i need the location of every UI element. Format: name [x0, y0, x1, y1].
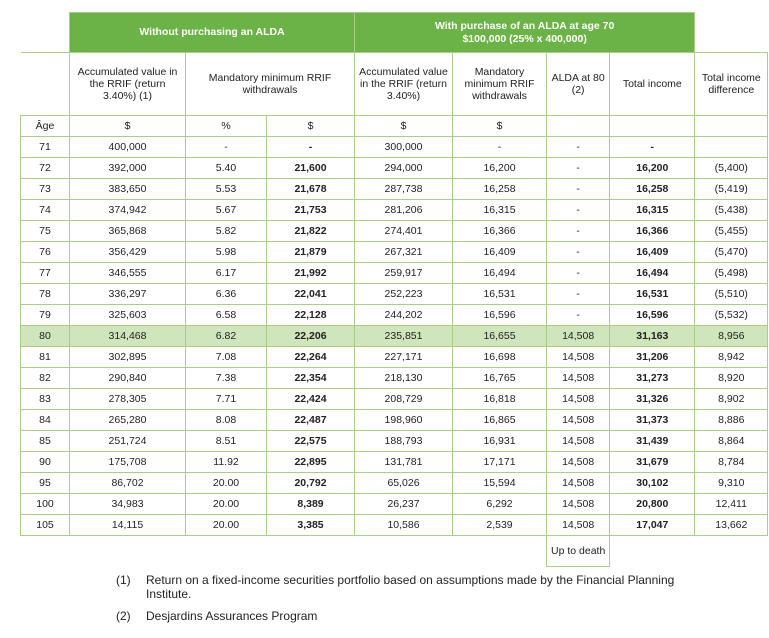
col-header-alda: ALDA at 80 (2) — [547, 53, 610, 116]
cell-total-diff: 9,310 — [695, 473, 768, 494]
table-row — [21, 158, 768, 179]
cell-withdrawal-with: 16,818 — [453, 389, 547, 410]
col-header-mand-withdrawals: Mandatory minimum RRIF withdrawals — [186, 53, 355, 116]
cell-percent: 6.17 — [186, 263, 267, 284]
cell-percent: 20.00 — [186, 494, 267, 515]
cell-withdrawal: 21,992 — [267, 263, 355, 284]
cell-age: 105 — [21, 515, 70, 536]
subheader-blank — [21, 53, 70, 116]
cell-rrif-value: 392,000 — [70, 158, 186, 179]
cell-withdrawal-with: 16,531 — [453, 284, 547, 305]
cell-rrif-value: 314,468 — [70, 326, 186, 347]
cell-age: 95 — [21, 473, 70, 494]
cell-age: 71 — [21, 137, 70, 158]
cell-total-diff: (5,419) — [695, 179, 768, 200]
cell-withdrawal-with: 16,596 — [453, 305, 547, 326]
cell-alda: 14,508 — [547, 326, 610, 347]
cell-total-income: 31,679 — [610, 452, 695, 473]
cell-alda: 14,508 — [547, 431, 610, 452]
cell-withdrawal-with: 15,594 — [453, 473, 547, 494]
cell-age: 74 — [21, 200, 70, 221]
cell-rrif-value: 251,724 — [70, 431, 186, 452]
footer-blank — [186, 536, 267, 567]
cell-rrif-value: 290,840 — [70, 368, 186, 389]
cell-total-diff: 8,864 — [695, 431, 768, 452]
cell-withdrawal: 22,041 — [267, 284, 355, 305]
cell-total-diff: 8,902 — [695, 389, 768, 410]
table-row — [21, 326, 768, 347]
cell-withdrawal: 22,487 — [267, 410, 355, 431]
cell-withdrawal: 22,354 — [267, 368, 355, 389]
table-row — [21, 431, 768, 452]
table-row — [21, 410, 768, 431]
alda-comparison-table — [20, 12, 768, 567]
cell-age: 85 — [21, 431, 70, 452]
cell-alda: - — [547, 158, 610, 179]
footer-blank — [453, 536, 547, 567]
unit-empty — [695, 116, 768, 137]
cell-age: 84 — [21, 410, 70, 431]
cell-total-diff: 8,784 — [695, 452, 768, 473]
table-footer-row — [21, 536, 768, 567]
cell-rrif-value-with: 65,026 — [355, 473, 453, 494]
cell-percent: 5.82 — [186, 221, 267, 242]
cell-alda: - — [547, 263, 610, 284]
cell-withdrawal: 8,389 — [267, 494, 355, 515]
cell-rrif-value: 14,115 — [70, 515, 186, 536]
footnote-number: (2) — [116, 609, 131, 623]
unit-dollar: $ — [267, 116, 355, 137]
cell-withdrawal-with: 17,171 — [453, 452, 547, 473]
footnote — [116, 573, 706, 601]
cell-withdrawal-with: 16,409 — [453, 242, 547, 263]
table-row — [21, 242, 768, 263]
cell-rrif-value-with: 10,586 — [355, 515, 453, 536]
cell-total-diff: 8,920 — [695, 368, 768, 389]
cell-total-income: 31,439 — [610, 431, 695, 452]
cell-rrif-value: 175,708 — [70, 452, 186, 473]
cell-rrif-value-with: 281,206 — [355, 200, 453, 221]
cell-rrif-value-with: 267,321 — [355, 242, 453, 263]
cell-total-diff: 8,956 — [695, 326, 768, 347]
cell-rrif-value-with: 252,223 — [355, 284, 453, 305]
cell-rrif-value-with: 131,781 — [355, 452, 453, 473]
cell-withdrawal: 3,385 — [267, 515, 355, 536]
cell-total-income: 16,409 — [610, 242, 695, 263]
footer-blank — [695, 536, 768, 567]
cell-age: 80 — [21, 326, 70, 347]
cell-withdrawal: 22,128 — [267, 305, 355, 326]
cell-total-diff: (5,470) — [695, 242, 768, 263]
cell-withdrawal-with: 16,865 — [453, 410, 547, 431]
cell-alda: 14,508 — [547, 473, 610, 494]
cell-percent: 6.36 — [186, 284, 267, 305]
cell-withdrawal: 21,879 — [267, 242, 355, 263]
footnote-text: Desjardins Assurances Program — [146, 609, 318, 623]
unit-percent: % — [186, 116, 267, 137]
cell-rrif-value: 356,429 — [70, 242, 186, 263]
cell-total-diff: 8,942 — [695, 347, 768, 368]
footer-blank — [355, 536, 453, 567]
cell-percent: 7.08 — [186, 347, 267, 368]
unit-dollar: $ — [453, 116, 547, 137]
cell-alda: 14,508 — [547, 515, 610, 536]
cell-percent: 5.67 — [186, 200, 267, 221]
unit-age: Âge — [21, 116, 70, 137]
cell-total-diff: 12,411 — [695, 494, 768, 515]
cell-withdrawal: 22,264 — [267, 347, 355, 368]
cell-total-diff: 8,886 — [695, 410, 768, 431]
cell-rrif-value: 383,650 — [70, 179, 186, 200]
alda-footer-note: Up to death — [547, 536, 610, 567]
cell-total-income: 30,102 — [610, 473, 695, 494]
cell-alda: 14,508 — [547, 452, 610, 473]
cell-percent: 20.00 — [186, 473, 267, 494]
group-header-with-alda — [355, 13, 695, 53]
cell-rrif-value: 34,983 — [70, 494, 186, 515]
unit-empty — [547, 116, 610, 137]
cell-age: 76 — [21, 242, 70, 263]
cell-age: 83 — [21, 389, 70, 410]
cell-withdrawal: 22,424 — [267, 389, 355, 410]
cell-rrif-value: 346,555 — [70, 263, 186, 284]
cell-withdrawal-with: 16,931 — [453, 431, 547, 452]
cell-total-income: 31,163 — [610, 326, 695, 347]
cell-rrif-value-with: 294,000 — [355, 158, 453, 179]
cell-total-diff: (5,455) — [695, 221, 768, 242]
unit-dollar: $ — [355, 116, 453, 137]
cell-total-income: 16,258 — [610, 179, 695, 200]
table-row — [21, 179, 768, 200]
cell-rrif-value-with: 198,960 — [355, 410, 453, 431]
cell-withdrawal: 21,600 — [267, 158, 355, 179]
cell-percent: - — [186, 137, 267, 158]
table-row — [21, 368, 768, 389]
table-row — [21, 494, 768, 515]
footer-blank — [610, 536, 695, 567]
cell-age: 78 — [21, 284, 70, 305]
cell-total-income: 16,200 — [610, 158, 695, 179]
cell-withdrawal-with: 16,366 — [453, 221, 547, 242]
cell-alda: 14,508 — [547, 410, 610, 431]
cell-total-income: 31,206 — [610, 347, 695, 368]
cell-percent: 5.40 — [186, 158, 267, 179]
cell-withdrawal: 20,792 — [267, 473, 355, 494]
footnotes — [116, 573, 706, 631]
cell-rrif-value: 278,305 — [70, 389, 186, 410]
group-header-with-alda-line1: With purchase of an ALDA at age 70 — [434, 19, 615, 32]
cell-alda: - — [547, 137, 610, 158]
group-header-without-alda: Without purchasing an ALDA — [70, 13, 355, 53]
cell-total-income: 16,494 — [610, 263, 695, 284]
cell-withdrawal: 22,575 — [267, 431, 355, 452]
cell-rrif-value-with: 287,738 — [355, 179, 453, 200]
cell-percent: 5.53 — [186, 179, 267, 200]
col-header-mand-withdrawals-with: Mandatory minimum RRIF withdrawals — [453, 53, 547, 116]
cell-rrif-value: 336,297 — [70, 284, 186, 305]
footnote-text: Return on a fixed-income securities portfolio based on assumptions made by the Financial Planning Institute. — [146, 573, 675, 601]
unit-dollar: $ — [70, 116, 186, 137]
cell-age: 79 — [21, 305, 70, 326]
cell-withdrawal: 22,206 — [267, 326, 355, 347]
cell-rrif-value: 325,603 — [70, 305, 186, 326]
cell-total-income: 16,531 — [610, 284, 695, 305]
cell-alda: 14,508 — [547, 347, 610, 368]
cell-total-diff — [695, 137, 768, 158]
cell-total-income: 17,047 — [610, 515, 695, 536]
cell-withdrawal-with: 6,292 — [453, 494, 547, 515]
cell-withdrawal: 21,678 — [267, 179, 355, 200]
cell-withdrawal: - — [267, 137, 355, 158]
footnote — [116, 609, 706, 623]
footer-blank — [267, 536, 355, 567]
cell-alda: 14,508 — [547, 368, 610, 389]
cell-percent: 11.92 — [186, 452, 267, 473]
table-row — [21, 515, 768, 536]
cell-alda: 14,508 — [547, 389, 610, 410]
cell-rrif-value: 400,000 — [70, 137, 186, 158]
cell-rrif-value: 86,702 — [70, 473, 186, 494]
col-header-total-diff: Total income difference — [695, 53, 768, 116]
corner-blank-right — [695, 13, 768, 53]
cell-total-income: 16,596 — [610, 305, 695, 326]
cell-age: 72 — [21, 158, 70, 179]
table-row — [21, 389, 768, 410]
cell-percent: 6.58 — [186, 305, 267, 326]
col-header-total-income: Total income — [610, 53, 695, 116]
col-header-rrif-value: Accumulated value in the RRIF (return 3.40%) (1) — [70, 53, 186, 116]
cell-rrif-value-with: 300,000 — [355, 137, 453, 158]
cell-withdrawal-with: 16,200 — [453, 158, 547, 179]
cell-age: 100 — [21, 494, 70, 515]
cell-withdrawal-with: 16,655 — [453, 326, 547, 347]
table-row — [21, 263, 768, 284]
table-row — [21, 284, 768, 305]
cell-rrif-value-with: 274,401 — [355, 221, 453, 242]
cell-alda: - — [547, 221, 610, 242]
table-row — [21, 305, 768, 326]
cell-withdrawal-with: 16,258 — [453, 179, 547, 200]
cell-rrif-value: 365,868 — [70, 221, 186, 242]
cell-withdrawal-with: 16,494 — [453, 263, 547, 284]
cell-total-income: 16,366 — [610, 221, 695, 242]
footnote-number: (1) — [116, 573, 131, 587]
cell-alda: - — [547, 242, 610, 263]
cell-total-diff: (5,510) — [695, 284, 768, 305]
cell-total-income: 16,315 — [610, 200, 695, 221]
footer-blank — [70, 536, 186, 567]
cell-withdrawal: 21,753 — [267, 200, 355, 221]
col-header-rrif-value-with: Accumulated value in the RRIF (return 3.40%) — [355, 53, 453, 116]
cell-total-diff: (5,438) — [695, 200, 768, 221]
cell-withdrawal-with: 2,539 — [453, 515, 547, 536]
table-row — [21, 452, 768, 473]
cell-percent: 5.98 — [186, 242, 267, 263]
cell-age: 73 — [21, 179, 70, 200]
table-row — [21, 473, 768, 494]
cell-total-diff: (5,532) — [695, 305, 768, 326]
cell-withdrawal-with: 16,315 — [453, 200, 547, 221]
cell-age: 77 — [21, 263, 70, 284]
cell-alda: - — [547, 284, 610, 305]
corner-blank — [21, 13, 70, 53]
table-row — [21, 200, 768, 221]
cell-total-income: 31,326 — [610, 389, 695, 410]
cell-age: 81 — [21, 347, 70, 368]
table-row — [21, 137, 768, 158]
cell-withdrawal: 21,822 — [267, 221, 355, 242]
unit-empty — [610, 116, 695, 137]
cell-age: 90 — [21, 452, 70, 473]
cell-percent: 7.71 — [186, 389, 267, 410]
cell-rrif-value-with: 259,917 — [355, 263, 453, 284]
cell-age: 75 — [21, 221, 70, 242]
cell-alda: - — [547, 200, 610, 221]
cell-total-diff: (5,498) — [695, 263, 768, 284]
table-row — [21, 221, 768, 242]
cell-percent: 20.00 — [186, 515, 267, 536]
cell-withdrawal-with: 16,698 — [453, 347, 547, 368]
cell-total-income: 31,273 — [610, 368, 695, 389]
cell-alda: - — [547, 305, 610, 326]
cell-rrif-value-with: 26,237 — [355, 494, 453, 515]
cell-percent: 6.82 — [186, 326, 267, 347]
cell-total-income: 20,800 — [610, 494, 695, 515]
cell-withdrawal-with: - — [453, 137, 547, 158]
cell-alda: 14,508 — [547, 494, 610, 515]
cell-rrif-value: 374,942 — [70, 200, 186, 221]
cell-percent: 8.08 — [186, 410, 267, 431]
cell-rrif-value-with: 218,130 — [355, 368, 453, 389]
cell-rrif-value-with: 208,729 — [355, 389, 453, 410]
cell-withdrawal-with: 16,765 — [453, 368, 547, 389]
cell-withdrawal: 22,895 — [267, 452, 355, 473]
table-row — [21, 347, 768, 368]
units-row — [21, 116, 768, 137]
cell-total-diff: (5,400) — [695, 158, 768, 179]
cell-age: 82 — [21, 368, 70, 389]
cell-total-income: 31,373 — [610, 410, 695, 431]
cell-rrif-value-with: 244,202 — [355, 305, 453, 326]
cell-rrif-value-with: 227,171 — [355, 347, 453, 368]
footer-blank — [21, 536, 70, 567]
cell-percent: 8.51 — [186, 431, 267, 452]
cell-rrif-value-with: 188,793 — [355, 431, 453, 452]
cell-total-diff: 13,662 — [695, 515, 768, 536]
cell-rrif-value: 302,895 — [70, 347, 186, 368]
cell-alda: - — [547, 179, 610, 200]
cell-percent: 7.38 — [186, 368, 267, 389]
cell-total-income: - — [610, 137, 695, 158]
cell-rrif-value: 265,280 — [70, 410, 186, 431]
cell-rrif-value-with: 235,851 — [355, 326, 453, 347]
group-header-with-alda-line2: $100,000 (25% x 400,000) — [462, 32, 587, 45]
